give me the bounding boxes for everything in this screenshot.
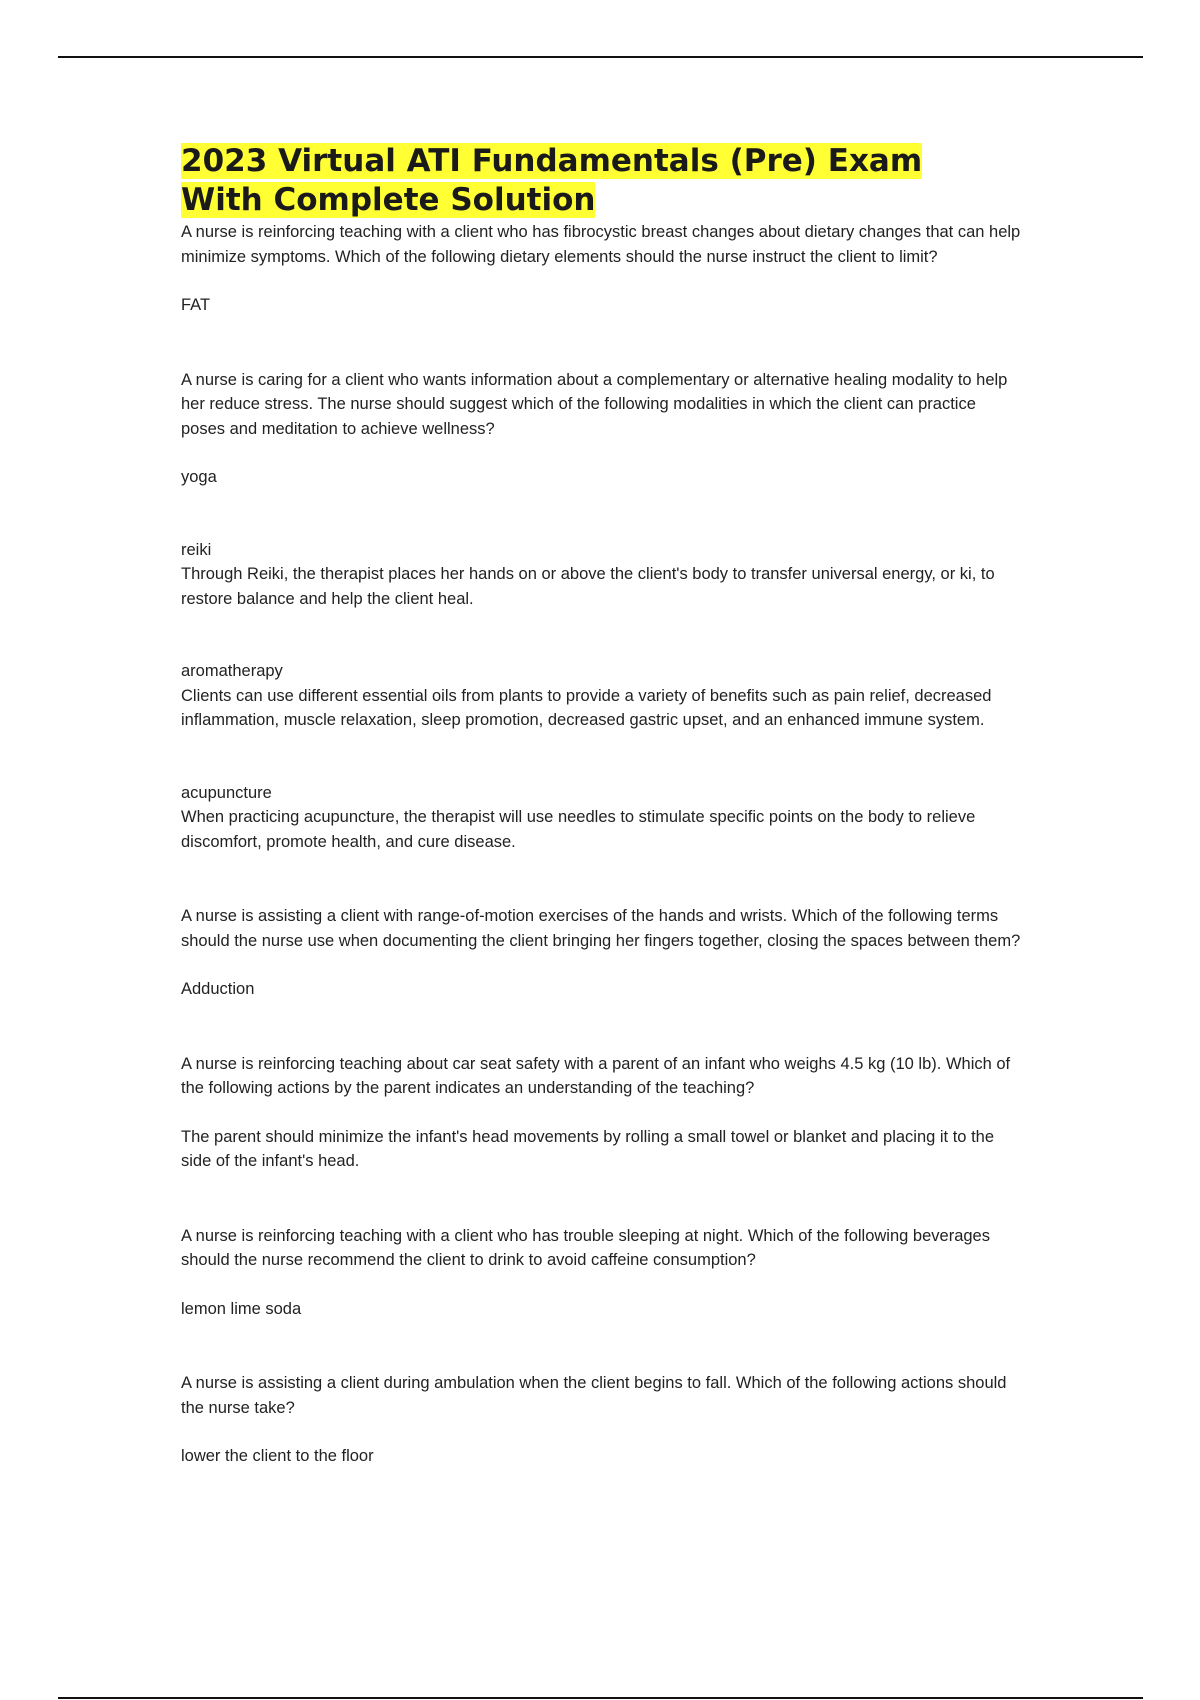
title-highlight	[181, 143, 922, 218]
answer-text: yoga	[181, 468, 217, 486]
answer-text: lemon lime soda	[181, 1299, 302, 1318]
question-text: A nurse is reinforcing teaching with a client who has fibrocystic breast changes about dietary changes that can help minimize symptoms. Which of the following dietary elements should the nurse instruct the client to limit?	[181, 223, 1021, 266]
answer-text: The parent should minimize the infant's head movements by rolling a small towel or blanket and placing it to the side of the infant's head.	[181, 1127, 995, 1170]
qa-item-6	[181, 1371, 1021, 1469]
document-body	[181, 142, 1021, 1469]
qa-item-3	[181, 904, 1021, 1002]
answer-text: FAT	[181, 296, 211, 314]
answer-text: lower the client to the floor	[181, 1447, 374, 1465]
question-text: A nurse is reinforcing teaching with a client who has trouble sleeping at night. Which of the following beverages should the nurse recommend the client to drink to avoid caffeine consumption?	[181, 1226, 990, 1269]
question-text: A nurse is caring for a client who wants information about a complementary or alternative healing modality to help her reduce stress. The nurse should suggest which of the following modalities in which the client can practice poses and meditation to achieve wellness?	[181, 370, 1008, 438]
title-line-2: With Complete Solution	[181, 182, 596, 218]
qa-item-1	[181, 220, 1021, 318]
question-text: A nurse is assisting a client with range-of-motion exercises of the hands and wrists. Which of the following terms should the nurse use when documenting the client bringing her fingers together, closing the spaces between them?	[181, 907, 1021, 950]
title-line-1: 2023 Virtual ATI Fundamentals (Pre) Exam	[181, 143, 923, 179]
qa-item-5	[181, 1224, 1021, 1322]
option-label: acupuncture	[181, 783, 272, 802]
option-description: Clients can use different essential oils from plants to provide a variety of benefits such as pain relief, decreased inflammation, muscle relaxation, sleep promotion, decreased gastric upset, and an enhanced immune system.	[181, 686, 992, 729]
document-title	[181, 142, 1021, 220]
option-explanation	[181, 781, 1021, 855]
option-explanation	[181, 659, 1021, 733]
qa-item-2	[181, 368, 1021, 855]
option-explanation	[181, 538, 1021, 612]
bottom-rule	[58, 1697, 1143, 1699]
question-text: A nurse is assisting a client during ambulation when the client begins to fall. Which of the following actions should the nurse take?	[181, 1374, 1007, 1417]
top-rule	[58, 56, 1143, 58]
qa-item-4	[181, 1052, 1021, 1174]
option-label: reiki	[181, 540, 212, 559]
answer-text: Adduction	[181, 980, 255, 998]
option-label: aromatherapy	[181, 662, 283, 680]
option-description: When practicing acupuncture, the therapist will use needles to stimulate specific points on the body to relieve discomfort, promote health, and cure disease.	[181, 808, 976, 851]
option-description: Through Reiki, the therapist places her hands on or above the client's body to transfer universal energy, or ki, to restore balance and help the client heal.	[181, 565, 995, 608]
question-text: A nurse is reinforcing teaching about car seat safety with a parent of an infant who weighs 4.5 kg (10 lb). Which of the following actions by the parent indicates an understanding of the teaching?	[181, 1054, 1011, 1097]
